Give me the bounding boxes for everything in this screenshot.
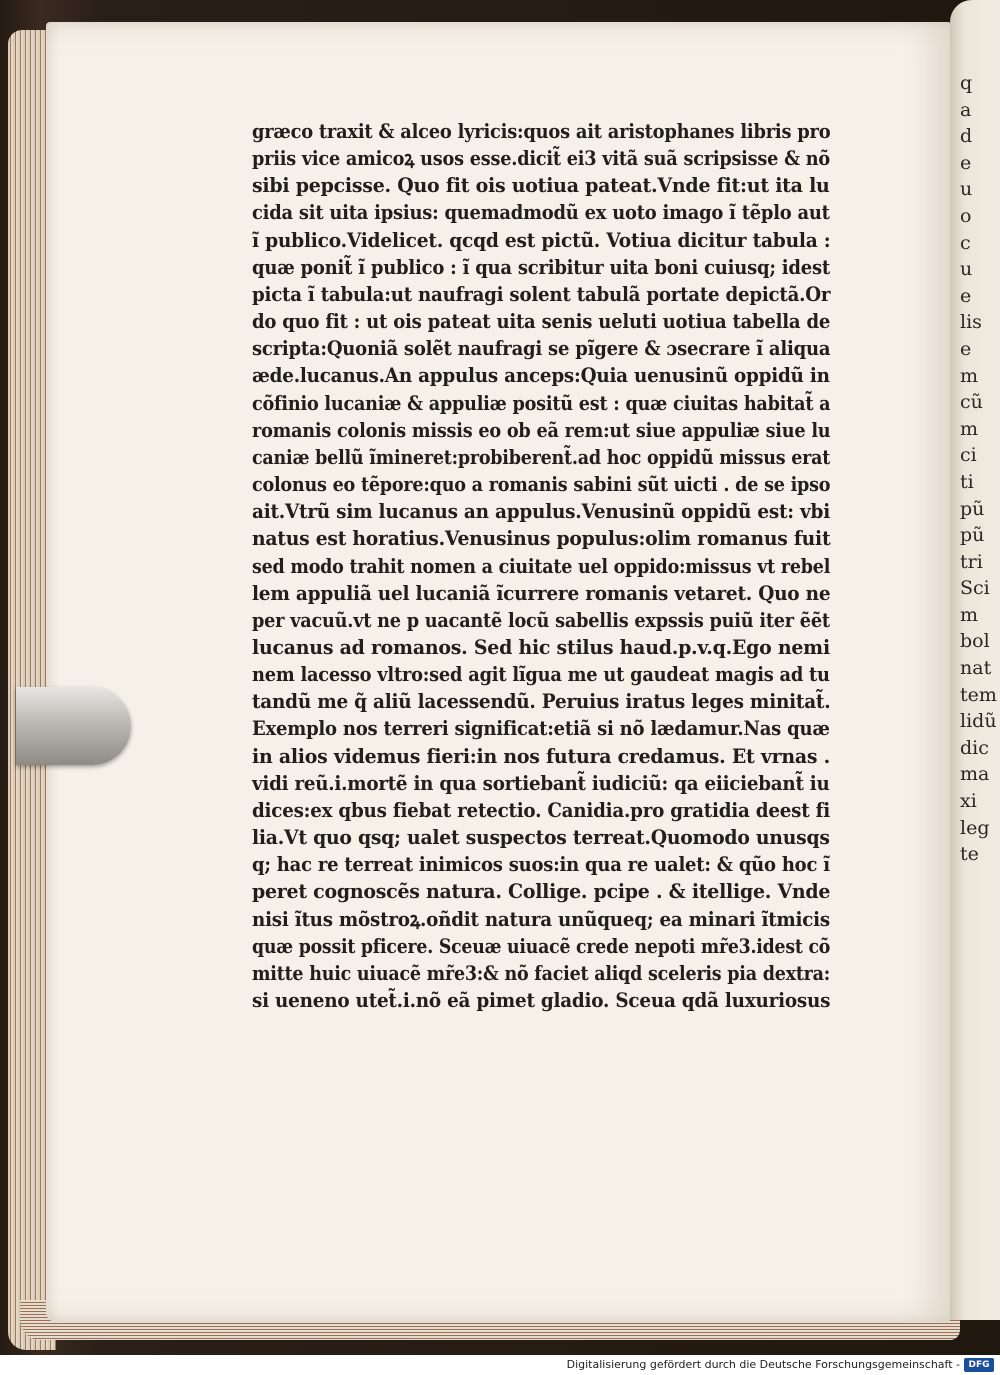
text-line: dices:ex qbus fiebat retectio. Canidia.pro gratidia deest fi bbox=[252, 797, 830, 822]
facing-fragment: u bbox=[960, 178, 973, 201]
facing-fragment: m bbox=[960, 603, 979, 626]
facing-fragment: e bbox=[960, 284, 972, 307]
facing-fragment: lidũ bbox=[960, 710, 997, 733]
facing-fragment: c bbox=[960, 231, 971, 254]
facing-fragment: pũ bbox=[960, 524, 985, 547]
text-line: tandũ me q̃ aliũ lacessendũ. Peruius iratus leges minitat̃. bbox=[252, 689, 831, 714]
facing-fragment: tem bbox=[960, 683, 997, 706]
text-line: Exemplo nos terreri significat:etiã si nõ lædamur.Nas quæ bbox=[252, 716, 830, 741]
facing-page-fragments bbox=[960, 70, 1000, 868]
text-line: quæ possit pficere. Sceuæ uiuacẽ crede nepoti mr̃e3.idest cõ bbox=[252, 933, 831, 958]
facing-fragment: q bbox=[960, 72, 973, 94]
facing-fragment: Sci bbox=[960, 577, 990, 600]
text-line: ĩ publico.Videlicet. qcqd est pictũ. Votiua dicitur tabula : bbox=[252, 227, 831, 252]
text-line: si ueneno utet̃.i.nõ eã pimet gladio. Sceua qdã luxuriosus bbox=[252, 988, 831, 1012]
facing-fragment: a bbox=[960, 98, 972, 121]
text-line: vidi reũ.i.mortẽ in qua sortiebant̃ iudiciũ: qa eiiciebant̃ iu bbox=[252, 770, 830, 795]
facing-fragment: nat bbox=[960, 657, 992, 680]
bookmark-clip bbox=[16, 687, 131, 765]
text-line: caniæ bellũ ĩmineret:probiberent̃.ad hoc oppidũ missus erat bbox=[252, 444, 831, 469]
text-line: nem lacesso vltro:sed agit lĩgua me ut gaudeat magis ad tu bbox=[252, 662, 830, 687]
text-line: romanis colonis missis eo ob eã rem:ut siue appuliæ siue lu bbox=[252, 417, 831, 442]
dfg-logo: DFG bbox=[964, 1358, 994, 1372]
text-line: græco traxit & alceo lyricis:quos ait aristophanes libris pro bbox=[252, 119, 831, 143]
facing-fragment: u bbox=[960, 258, 973, 281]
facing-fragment: lis bbox=[960, 311, 982, 334]
facing-fragment: pũ bbox=[960, 497, 985, 520]
printed-text-block bbox=[252, 118, 832, 1014]
text-line: lem appuliã uel lucaniã ĩcurrere romanis vetaret. Quo ne bbox=[252, 580, 831, 605]
text-line: per vacuũ.vt ne p uacantẽ locũ sabellis expssis puiũ iter ẽẽt bbox=[252, 607, 830, 632]
facing-fragment: o bbox=[960, 204, 972, 227]
facing-fragment: ti bbox=[960, 470, 974, 493]
facing-fragment: xi bbox=[960, 790, 977, 813]
text-line: mitte huic uiuacẽ mr̃e3:& nõ faciet aliqd sceleris pia dextra: bbox=[252, 960, 831, 985]
text-line: nisi ĩtus mõstroꝝ.oñdit natura unũqueq; ea minari ĩtmicis bbox=[252, 906, 830, 931]
facing-page bbox=[950, 0, 1000, 1320]
text-line: ait.Vtrũ sim lucanus an appulus.Venusinũ oppidũ est: vbi bbox=[252, 499, 830, 524]
facing-fragment: m bbox=[960, 364, 979, 387]
facing-fragment: tri bbox=[960, 550, 983, 573]
text-line: priis vice amicoꝝ usos esse.dicit̃ ei3 vitã suã scripsisse & nõ bbox=[252, 146, 830, 171]
facing-fragment: bol bbox=[960, 630, 990, 653]
text-line: sibi pepcisse. Quo fit ois uotiua pateat.Vnde fit:ut ita lu bbox=[252, 173, 830, 198]
text-line: cida sit uita ipsius: quemadmodũ ex uoto imago ĩ tẽplo aut bbox=[252, 200, 830, 225]
facing-fragment: cũ bbox=[960, 391, 983, 414]
footer-bar bbox=[0, 1355, 1000, 1375]
text-line: natus est horatius.Venusinus populus:olim romanus fuit bbox=[252, 526, 831, 551]
facing-fragment: te bbox=[960, 843, 979, 866]
facing-fragment: e bbox=[960, 337, 972, 360]
text-line: in alios videmus fieri:in nos futura credamus. Et vrnas . bbox=[252, 743, 831, 768]
text-line: æde.lucanus.An appulus anceps:Quia uenusinũ oppidũ in bbox=[252, 363, 830, 388]
facing-fragment: d bbox=[960, 125, 973, 148]
facing-fragment: leg bbox=[960, 816, 990, 839]
text-line: quæ ponit̃ ĩ publico : ĩ qua scribitur uita boni cuiusq; idest bbox=[252, 254, 830, 279]
text-line: lia.Vt quo qsq; ualet suspectos terreat.Quomodo unusqs bbox=[252, 825, 830, 850]
facing-fragment: e bbox=[960, 151, 972, 174]
text-line: scripta:Quoniã solẽt naufragi se pĩgere & ɔsecrare ĩ aliqua bbox=[252, 336, 831, 361]
text-line: sed modo trahit nomen a ciuitate uel oppido:missus vt rebel bbox=[252, 553, 831, 578]
facing-fragment: ma bbox=[960, 763, 990, 786]
text-line: q; hac re terreat inimicos suos:in qua re ualet: & qũo hoc ĩ bbox=[252, 852, 830, 877]
facing-fragment: ci bbox=[960, 444, 977, 467]
text-line: lucanus ad romanos. Sed hic stilus haud.p.v.q.Ego nemi bbox=[252, 634, 830, 659]
text-line: peret cognoscẽs natura. Collige. pcipe . & itellige. Vnde bbox=[252, 879, 831, 904]
facing-fragment: dic bbox=[960, 736, 989, 759]
facing-fragment: m bbox=[960, 417, 979, 440]
text-line: do quo fit : ut ois pateat uita senis ueluti uotiua tabella de bbox=[252, 309, 831, 334]
footer-credit: Digitalisierung gefördert durch die Deutsche Forschungsgemeinschaft - bbox=[566, 1358, 960, 1371]
text-line: picta ĩ tabula:ut naufragi solent tabulã portate depictã.Or bbox=[252, 281, 831, 306]
text-line: cõfinio lucaniæ & appuliæ positũ est : quæ ciuitas habitat̃ a bbox=[252, 390, 831, 415]
text-line: colonus eo tẽpore:quo a romanis sabini sũt uicti . de se ipso bbox=[252, 472, 831, 497]
